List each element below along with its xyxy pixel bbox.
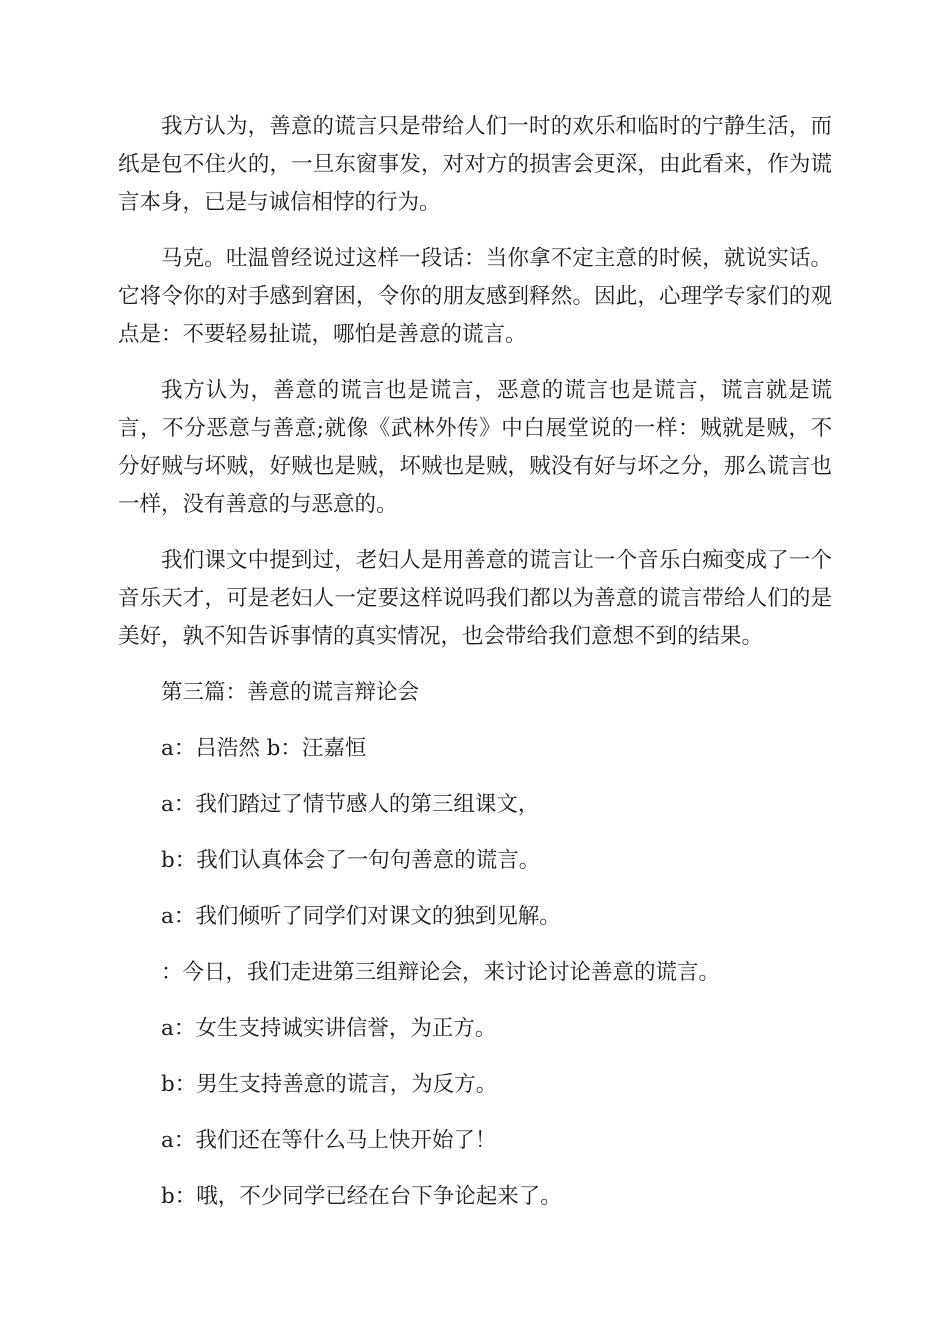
dialogue-line: ：今日，我们走进第三组辩论会，来讨论讨论善意的谎言。 bbox=[161, 960, 721, 985]
dialogue-line: a：我们还在等什么马上快开始了！ bbox=[161, 1128, 497, 1153]
dialogue-line: b：男生支持善意的谎言，为反方。 bbox=[161, 1072, 498, 1097]
dialogue-line: a：我们踏过了情节感人的第三组课文， bbox=[161, 792, 540, 817]
dialogue-line: a：吕浩然 b：汪嘉恒 bbox=[161, 736, 367, 761]
dialogue-line: a：女生支持诚实讲信誉，为正方。 bbox=[161, 1016, 497, 1041]
dialogue-line: b：哦，不少同学已经在台下争论起来了。 bbox=[161, 1184, 562, 1209]
section-heading: 第三篇：善意的谎言辩论会 bbox=[161, 680, 420, 705]
dialogue-line: a：我们倾听了同学们对课文的独到见解。 bbox=[161, 904, 561, 929]
paragraph: 马克。吐温曾经说过这样一段话：当你拿不定主意的时候，就说实话。它将令你的对手感到窘困，令你的朋友感到释然。因此，心理学专家们的观点是：不要轻易扯谎，哪怕是善意的谎言。 bbox=[118, 246, 832, 347]
dialogue-line: b：我们认真体会了一句句善意的谎言。 bbox=[161, 848, 541, 873]
paragraph: 我方认为，善意的谎言只是带给人们一时的欢乐和临时的宁静生活，而纸是包不住火的，一旦东窗事发，对对方的损害会更深，由此看来，作为谎言本身，已是与诚信相悖的行为。 bbox=[118, 114, 832, 215]
paragraph: 我们课文中提到过，老妇人是用善意的谎言让一个音乐白痴变成了一个音乐天才，可是老妇人一定要这样说吗我们都以为善意的谎言带给人们的是美好，孰不知告诉事情的真实情况，也会带给我们意想不到的结果。 bbox=[118, 548, 832, 649]
paragraph: 我方认为，善意的谎言也是谎言，恶意的谎言也是谎言，谎言就是谎言，不分恶意与善意;就像《武林外传》中白展堂说的一样：贼就是贼，不分好贼与坏贼，好贼也是贼，坏贼也是贼，贼没有好与坏之分，那么谎言也一样，没有善意的与恶意的。 bbox=[118, 378, 832, 517]
document-body bbox=[118, 108, 832, 1234]
